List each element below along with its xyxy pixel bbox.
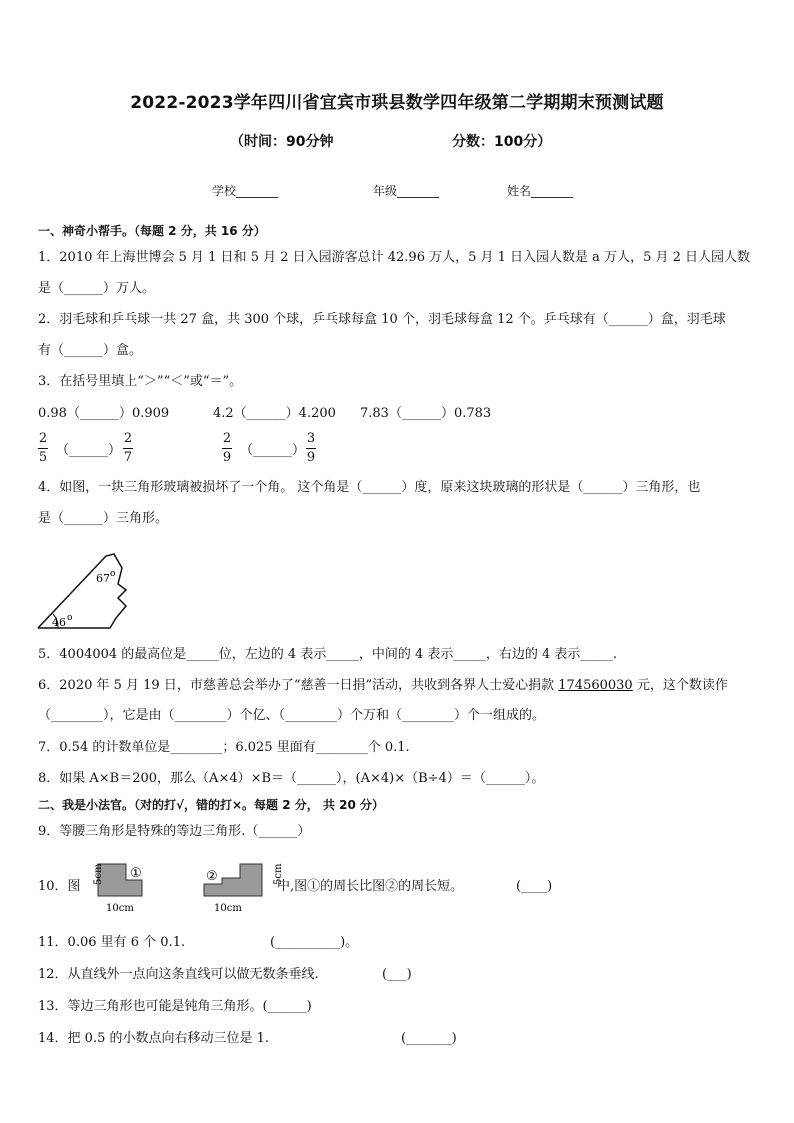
question-6-text-b: 元，这个数读作 bbox=[632, 678, 728, 693]
fraction-2-9: 2 9 bbox=[222, 431, 232, 465]
grade-field[interactable]: 年级_______ bbox=[373, 184, 440, 198]
section-2-heading: 二、我是小法官。（对的打√，错的打×。每题 2 分， 共 20 分） bbox=[38, 798, 384, 812]
section-1-heading: 一、神奇小帮手。（每题 2 分，共 16 分） bbox=[38, 224, 266, 238]
question-3-b: 4.2（______）4.200 bbox=[213, 406, 336, 421]
name-field[interactable]: 姓名_______ bbox=[507, 184, 574, 198]
question-1-line-1: 1．2010 年上海世博会 5 月 1 日和 5 月 2 日入园游客总计 42.96 万人，5 月 1 日入园人数是 a 万人，5 月 2 日人园人数 bbox=[38, 250, 751, 265]
donation-number: 174560030 bbox=[558, 678, 633, 693]
angle-top-label: 67 bbox=[96, 572, 110, 585]
figure-1-side-label: 5cm bbox=[93, 863, 104, 885]
fraction-2-5: 2 5 bbox=[38, 431, 48, 465]
question-11-blank: (__________)。 bbox=[270, 935, 359, 950]
question-14: 14．把 0.5 的小数点向右移动三位是 1. bbox=[38, 1031, 270, 1046]
question-13: 13．等边三角形也可能是钝角三角形。(______) bbox=[38, 999, 312, 1014]
question-3-blank-e: （______） bbox=[240, 443, 306, 458]
question-10-text: 中,图①的周长比图②的周长短。 bbox=[277, 879, 464, 894]
question-10-blank: (____) bbox=[516, 879, 553, 894]
question-3-blank-d: （______） bbox=[56, 443, 122, 458]
question-5: 5．4004004 的最高位是_____位，左边的 4 表示_____，中间的 4 表示_____，右边的 4 表示_____. bbox=[38, 647, 618, 662]
fraction-2-7: 2 7 bbox=[123, 431, 133, 465]
exam-score: 分数：100分） bbox=[452, 134, 552, 150]
question-3-a: 0.98（______）0.909 bbox=[38, 406, 170, 421]
degree-mark-top: o bbox=[110, 569, 116, 579]
question-6-line-2: （________），它是由（________）个亿、（________）个万和（________）个一组成的。 bbox=[38, 708, 546, 723]
question-2-line-2: 有（______）盒。 bbox=[38, 343, 143, 358]
question-2-line-1: 2．羽毛球和乒乓球一共 27 盒，共 300 个球，乒乓球每盒 10 个，羽毛球每盒 12 个。乒乓球有（______）盒，羽毛球 bbox=[38, 312, 726, 327]
question-12-blank: (___) bbox=[382, 967, 412, 982]
question-4-line-1: 4．如图，一块三角形玻璃被损坏了一个角。 这个角是（______）度，原来这块玻璃的形状是（______）三角形，也 bbox=[38, 480, 701, 495]
question-10-prefix: 10．图 bbox=[38, 879, 81, 894]
figure-2-side-label: 5cm bbox=[273, 863, 284, 885]
question-12: 12．从直线外一点向这条直线可以做无数条垂线. bbox=[38, 967, 319, 982]
question-9: 9．等腰三角形是特殊的等边三角形.（______） bbox=[38, 824, 311, 839]
figure-2 bbox=[200, 860, 284, 920]
fraction-3-9: 3 9 bbox=[306, 431, 316, 465]
figure-1-bottom-label: 10cm bbox=[106, 903, 134, 914]
question-4-line-2: 是（______）三角形。 bbox=[38, 511, 169, 526]
question-3-c: 7.83（______）0.783 bbox=[360, 406, 492, 421]
question-14-blank: (_______) bbox=[401, 1031, 457, 1046]
school-field[interactable]: 学校_______ bbox=[212, 184, 279, 198]
exam-title: 2022-2023学年四川省宜宾市珙县数学四年级第二学期期末预测试题 bbox=[130, 93, 664, 113]
question-3-line-1: 3．在括号里填上“＞”“＜”或“＝”。 bbox=[38, 374, 243, 389]
figure-2-bottom-label: 10cm bbox=[214, 903, 242, 914]
degree-mark-bottom: o bbox=[67, 613, 73, 623]
figure-1-label: ① bbox=[130, 866, 142, 881]
question-6-text-a: 6．2020 年 5 月 19 日，市慈善总会举办了“慈善一日捐”活动，共收到各界人士爱心捐款 bbox=[38, 678, 559, 693]
figure-1 bbox=[80, 860, 170, 920]
question-1-line-2: 是（______）万人。 bbox=[38, 281, 156, 296]
figure-2-label: ② bbox=[206, 869, 218, 884]
question-6-line-1 bbox=[38, 676, 728, 696]
angle-bottom-label: 46 bbox=[52, 616, 66, 629]
exam-time: （时间：90分钟 bbox=[230, 134, 334, 150]
question-7: 7．0.54 的计数单位是________；6.025 里面有________个 0.1. bbox=[38, 740, 410, 755]
question-11: 11．0.06 里有 6 个 0.1. bbox=[38, 935, 186, 950]
question-8: 8．如果 A×B＝200，那么（A×4）×B＝（______），(A×4)×（B÷4）＝（______）。 bbox=[38, 771, 545, 786]
broken-triangle-figure bbox=[34, 548, 134, 634]
